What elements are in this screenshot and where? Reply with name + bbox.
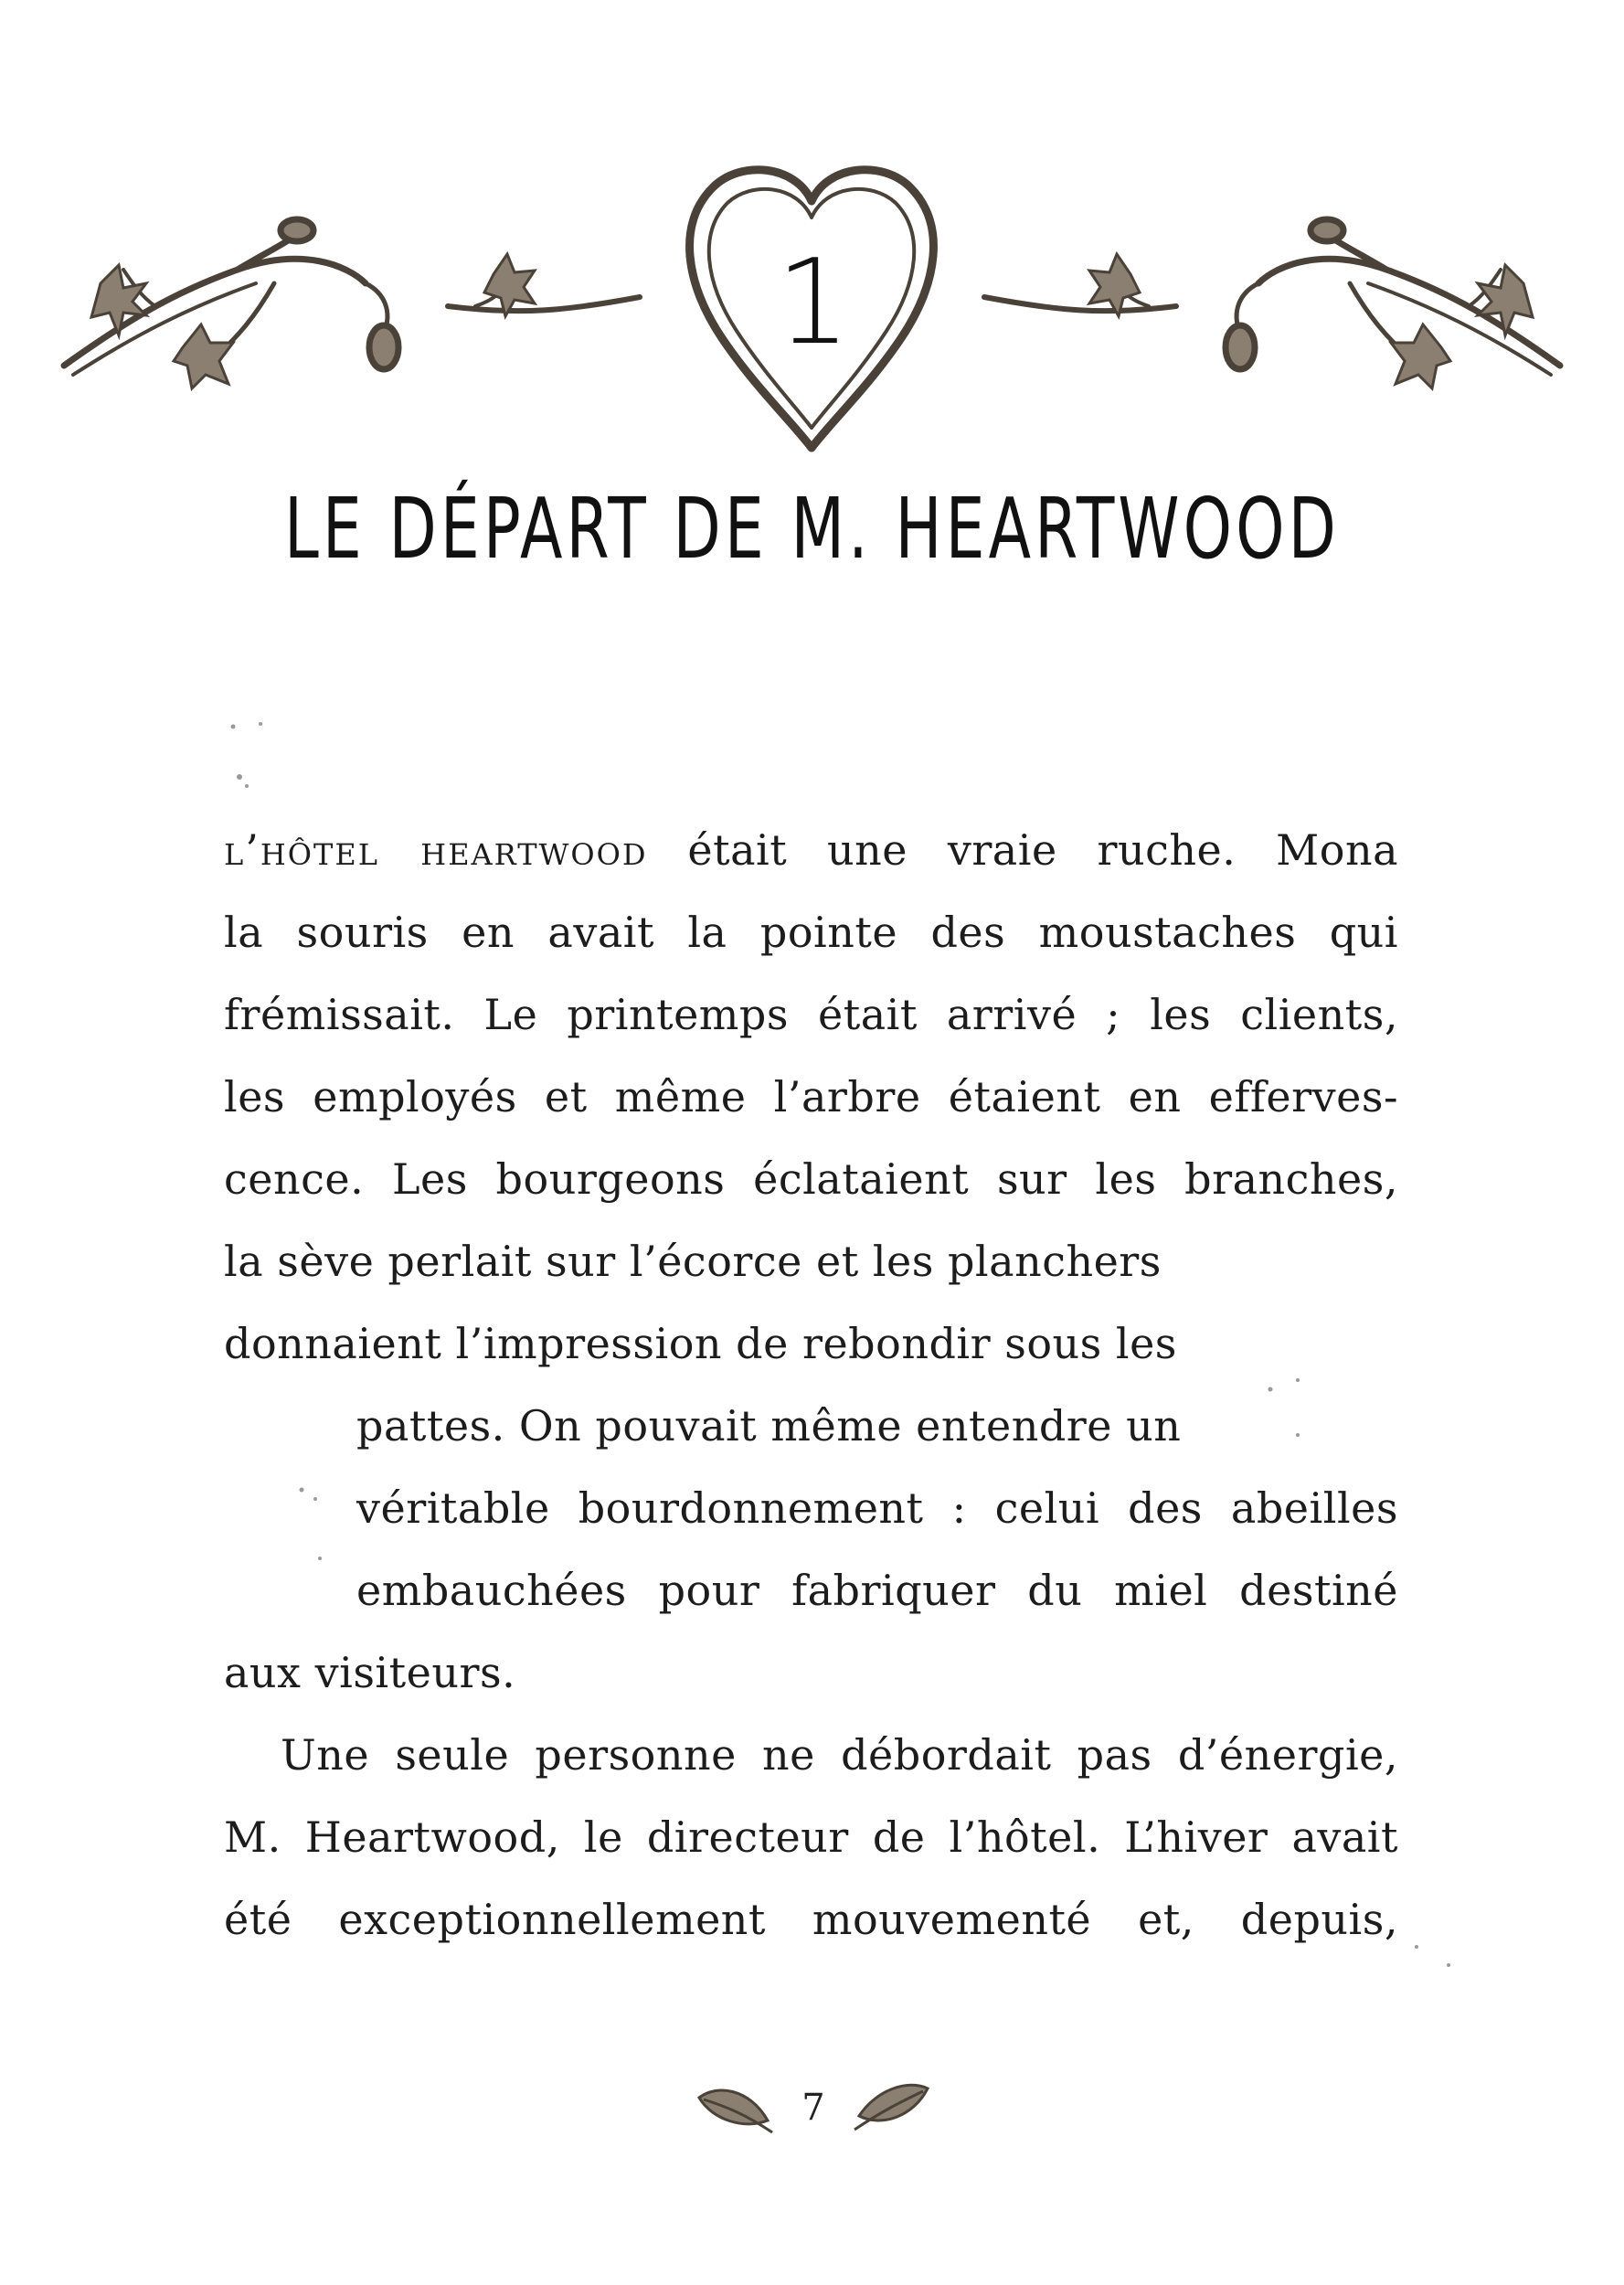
body-text bbox=[224, 1714, 1398, 1961]
chapter-number: 1 bbox=[776, 235, 851, 371]
text-line: été exceptionnellement mouvementé et, depuis, bbox=[224, 1895, 1398, 1944]
page-footer bbox=[695, 2070, 932, 2152]
text-line: embauchées pour fabriquer du miel destiné bbox=[356, 1566, 1398, 1615]
left-vine-icon bbox=[64, 219, 640, 388]
text-line: cence. Les bourgeons éclataient sur les branches, bbox=[224, 1154, 1398, 1204]
text-line: M. Heartwood, le directeur de l’hôtel. L’hiver avait bbox=[224, 1812, 1398, 1862]
text-line: véritable bourdonnement : celui des abeilles bbox=[356, 1483, 1398, 1533]
text-fragment: était une vraie ruche. Mona bbox=[647, 825, 1398, 875]
text-line: frémissait. Le printemps était arrivé ; les clients, bbox=[224, 990, 1398, 1039]
leaf-icon bbox=[850, 2075, 932, 2139]
text-line: la sève perlait sur l’écorce et les planchers bbox=[224, 1237, 1162, 1286]
text-line: les employés et même l’arbre étaient en efferves- bbox=[224, 1072, 1398, 1121]
chapter-title: LE DÉPART DE M. HEARTWOOD bbox=[283, 480, 1341, 578]
body-text bbox=[224, 809, 1398, 1714]
chapter-opening-smallcaps: l’hôtel heartwood bbox=[224, 825, 648, 875]
text-line bbox=[224, 809, 1398, 891]
page-number: 7 bbox=[801, 2087, 825, 2129]
right-vine-icon bbox=[984, 219, 1560, 388]
text-line: aux visiteurs. bbox=[224, 1648, 516, 1697]
text-line: Une seule personne ne débordait pas d’énergie, bbox=[281, 1730, 1398, 1780]
text-line: donnaient l’impression de rebondir sous les bbox=[224, 1319, 1177, 1368]
text-line: pattes. On pouvait même entendre un bbox=[356, 1401, 1182, 1451]
text-line: la souris en avait la pointe des moustaches qui bbox=[224, 908, 1398, 957]
